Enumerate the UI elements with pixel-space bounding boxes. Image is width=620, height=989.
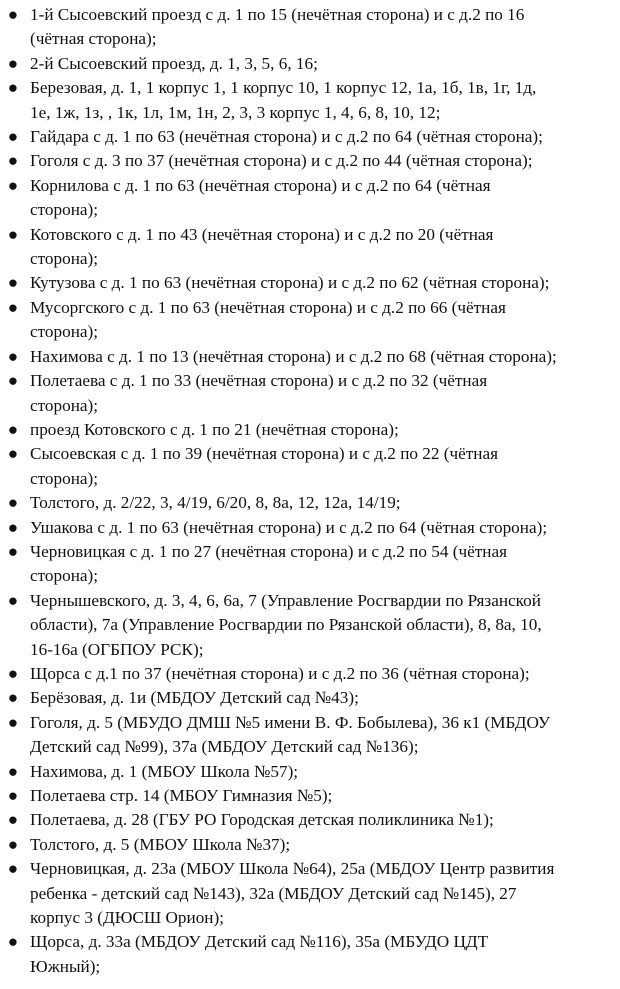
- address-list-item: [0, 662, 620, 686]
- address-list-item: [0, 76, 620, 125]
- address-text-line: 2-й Сысоевский проезд, д. 1, 3, 5, 6, 16;: [30, 53, 318, 73]
- address-text-line: сторона);: [30, 249, 99, 269]
- address-text-line: Березовая, д. 1, 1 корпус 1, 1 корпус 10, 1 корпус 12, 1а, 1б, 1в, 1г, 1д,: [30, 78, 537, 98]
- address-text-line: сторона);: [30, 395, 99, 415]
- address-text-line: Толстого, д. 2/22, 3, 4/19, 6/20, 8, 8а, 12, 12а, 14/19;: [30, 493, 401, 513]
- bullet-icon: ●: [7, 493, 19, 513]
- bullet-icon: ●: [7, 224, 19, 244]
- address-text-line: Полетаева стр. 14 (МБОУ Гимназия №5);: [30, 786, 333, 805]
- address-list-item: [0, 125, 620, 149]
- address-text-line: 1-й Сысоевский проезд с д. 1 по 15 (нечётная сторона) и с д.2 по 16: [30, 5, 525, 24]
- address-list-item: [0, 271, 620, 295]
- bullet-icon: ●: [7, 5, 19, 24]
- address-text-line: Кутузова с д. 1 по 63 (нечётная сторона) и с д.2 по 62 (чётная сторона);: [30, 273, 550, 293]
- address-text-line: Гоголя с д. 3 по 37 (нечётная сторона) и с д.2 по 44 (чётная сторона);: [30, 151, 533, 171]
- address-list-item: [0, 808, 620, 832]
- address-text-line: Нахимова, д. 1 (МБОУ Школа №57);: [30, 761, 299, 781]
- bullet-icon: ●: [7, 419, 19, 439]
- address-text-line: Толстого, д. 5 (МБОУ Школа №37);: [30, 834, 291, 854]
- address-text-line: (чётная сторона);: [30, 29, 157, 49]
- address-list-item: [0, 540, 620, 589]
- address-text-line: Сысоевская с д. 1 по 39 (нечётная сторона) и с д.2 по 22 (чётная: [30, 444, 499, 464]
- address-text-line: Детский сад №99), 37а (МБДОУ Детский сад №136);: [30, 737, 419, 757]
- bullet-icon: ●: [7, 688, 19, 708]
- address-list-item: [0, 369, 620, 418]
- bullet-icon: ●: [7, 371, 19, 391]
- address-list-item: [0, 149, 620, 173]
- address-list-item: [0, 589, 620, 662]
- address-text-line: Мусоргского с д. 1 по 63 (нечётная сторона) и с д.2 по 66 (чётная: [30, 297, 506, 317]
- address-list-item: [0, 686, 620, 710]
- address-text-line: ребенка - детский сад №143), 32а (МБДОУ Детский сад №145), 27: [30, 883, 517, 903]
- address-list-item: [0, 223, 620, 272]
- bullet-icon: ●: [7, 78, 19, 98]
- bullet-icon: ●: [7, 53, 19, 73]
- address-list-item: [0, 345, 620, 369]
- address-text-line: Черновицкая, д. 23а (МБОУ Школа №64), 25а (МБДОУ Центр развития: [30, 859, 555, 879]
- address-text-line: сторона);: [30, 566, 99, 586]
- address-list-item: [0, 930, 620, 979]
- address-list-item: [0, 442, 620, 491]
- address-text-line: сторона);: [30, 200, 99, 220]
- address-list-item: [0, 711, 620, 760]
- address-text-line: Черновицкая с д. 1 по 27 (нечётная сторона) и с д.2 по 54 (чётная: [30, 541, 507, 561]
- address-text-line: сторона);: [30, 322, 99, 342]
- address-list-item: [0, 52, 620, 76]
- bullet-icon: ●: [7, 761, 19, 781]
- address-text-line: Котовского с д. 1 по 43 (нечётная сторона) и с д.2 по 20 (чётная: [30, 224, 494, 244]
- address-text-line: проезд Котовского с д. 1 по 21 (нечётная сторона);: [30, 419, 399, 439]
- bullet-icon: ●: [7, 932, 19, 952]
- address-list-item: [0, 516, 620, 540]
- address-text-line: Гайдара с д. 1 по 63 (нечётная сторона) и с д.2 по 64 (чётная сторона);: [30, 127, 543, 147]
- bullet-icon: ●: [7, 859, 19, 879]
- bullet-icon: ●: [7, 444, 19, 464]
- address-text-line: Чернышевского, д. 3, 4, 6, 6а, 7 (Управление Росгвардии по Рязанской: [30, 590, 541, 610]
- address-list-item: [0, 784, 620, 808]
- address-list-item: [0, 857, 620, 930]
- bullet-icon: ●: [7, 541, 19, 561]
- address-text-line: Полетаева с д. 1 по 33 (нечётная сторона) и с д.2 по 32 (чётная: [30, 371, 488, 391]
- bullet-icon: ●: [7, 590, 19, 610]
- address-text-line: Полетаева, д. 28 (ГБУ РО Городская детская поликлиника №1);: [30, 810, 494, 830]
- address-list-item: [0, 833, 620, 857]
- address-text-line: Щорса с д.1 по 37 (нечётная сторона) и с д.2 по 36 (чётная сторона);: [30, 663, 530, 683]
- address-text-line: корпус 3 (ДЮСШ Орион);: [30, 908, 224, 928]
- bullet-icon: ●: [7, 151, 19, 171]
- address-list-item: [0, 3, 620, 52]
- address-text-line: Гоголя, д. 5 (МБУДО ДМШ №5 имени В. Ф. Бобылева), 36 к1 (МБДОУ: [30, 712, 551, 732]
- address-list-item: [0, 760, 620, 784]
- address-list-item: [0, 296, 620, 345]
- bullet-icon: ●: [7, 786, 19, 805]
- address-text-line: 16-16а (ОГБПОУ РСК);: [30, 639, 204, 659]
- bullet-icon: ●: [7, 346, 19, 366]
- bullet-icon: ●: [7, 810, 19, 830]
- address-list-item: [0, 174, 620, 223]
- address-text-line: Корнилова с д. 1 по 63 (нечётная сторона) и с д.2 по 64 (чётная: [30, 175, 491, 195]
- bullet-icon: ●: [7, 127, 19, 147]
- address-text-line: Нахимова с д. 1 по 13 (нечётная сторона) и с д.2 по 68 (чётная сторона);: [30, 346, 557, 366]
- address-list-item: [0, 491, 620, 515]
- address-text-line: 1е, 1ж, 1з, , 1к, 1л, 1м, 1н, 2, 3, 3 корпус 1, 4, 6, 8, 10, 12;: [30, 102, 441, 122]
- address-text-line: сторона);: [30, 468, 99, 488]
- bullet-icon: ●: [7, 297, 19, 317]
- address-text-line: Щорса, д. 33а (МБДОУ Детский сад №116), 35а (МБУДО ЦДТ: [30, 932, 489, 952]
- address-text-line: Ушакова с д. 1 по 63 (нечётная сторона) и с д.2 по 64 (чётная сторона);: [30, 517, 548, 537]
- bullet-icon: ●: [7, 663, 19, 683]
- bullet-icon: ●: [7, 273, 19, 293]
- bullet-icon: ●: [7, 834, 19, 854]
- address-text-line: Южный);: [30, 956, 101, 976]
- bullet-icon: ●: [7, 712, 19, 732]
- bullet-icon: ●: [7, 517, 19, 537]
- address-list-item: [0, 418, 620, 442]
- address-text-line: области), 7а (Управление Росгвардии по Рязанской области), 8, 8а, 10,: [30, 615, 542, 635]
- bullet-icon: ●: [7, 175, 19, 195]
- address-text-line: Берёзовая, д. 1и (МБДОУ Детский сад №43);: [30, 688, 359, 708]
